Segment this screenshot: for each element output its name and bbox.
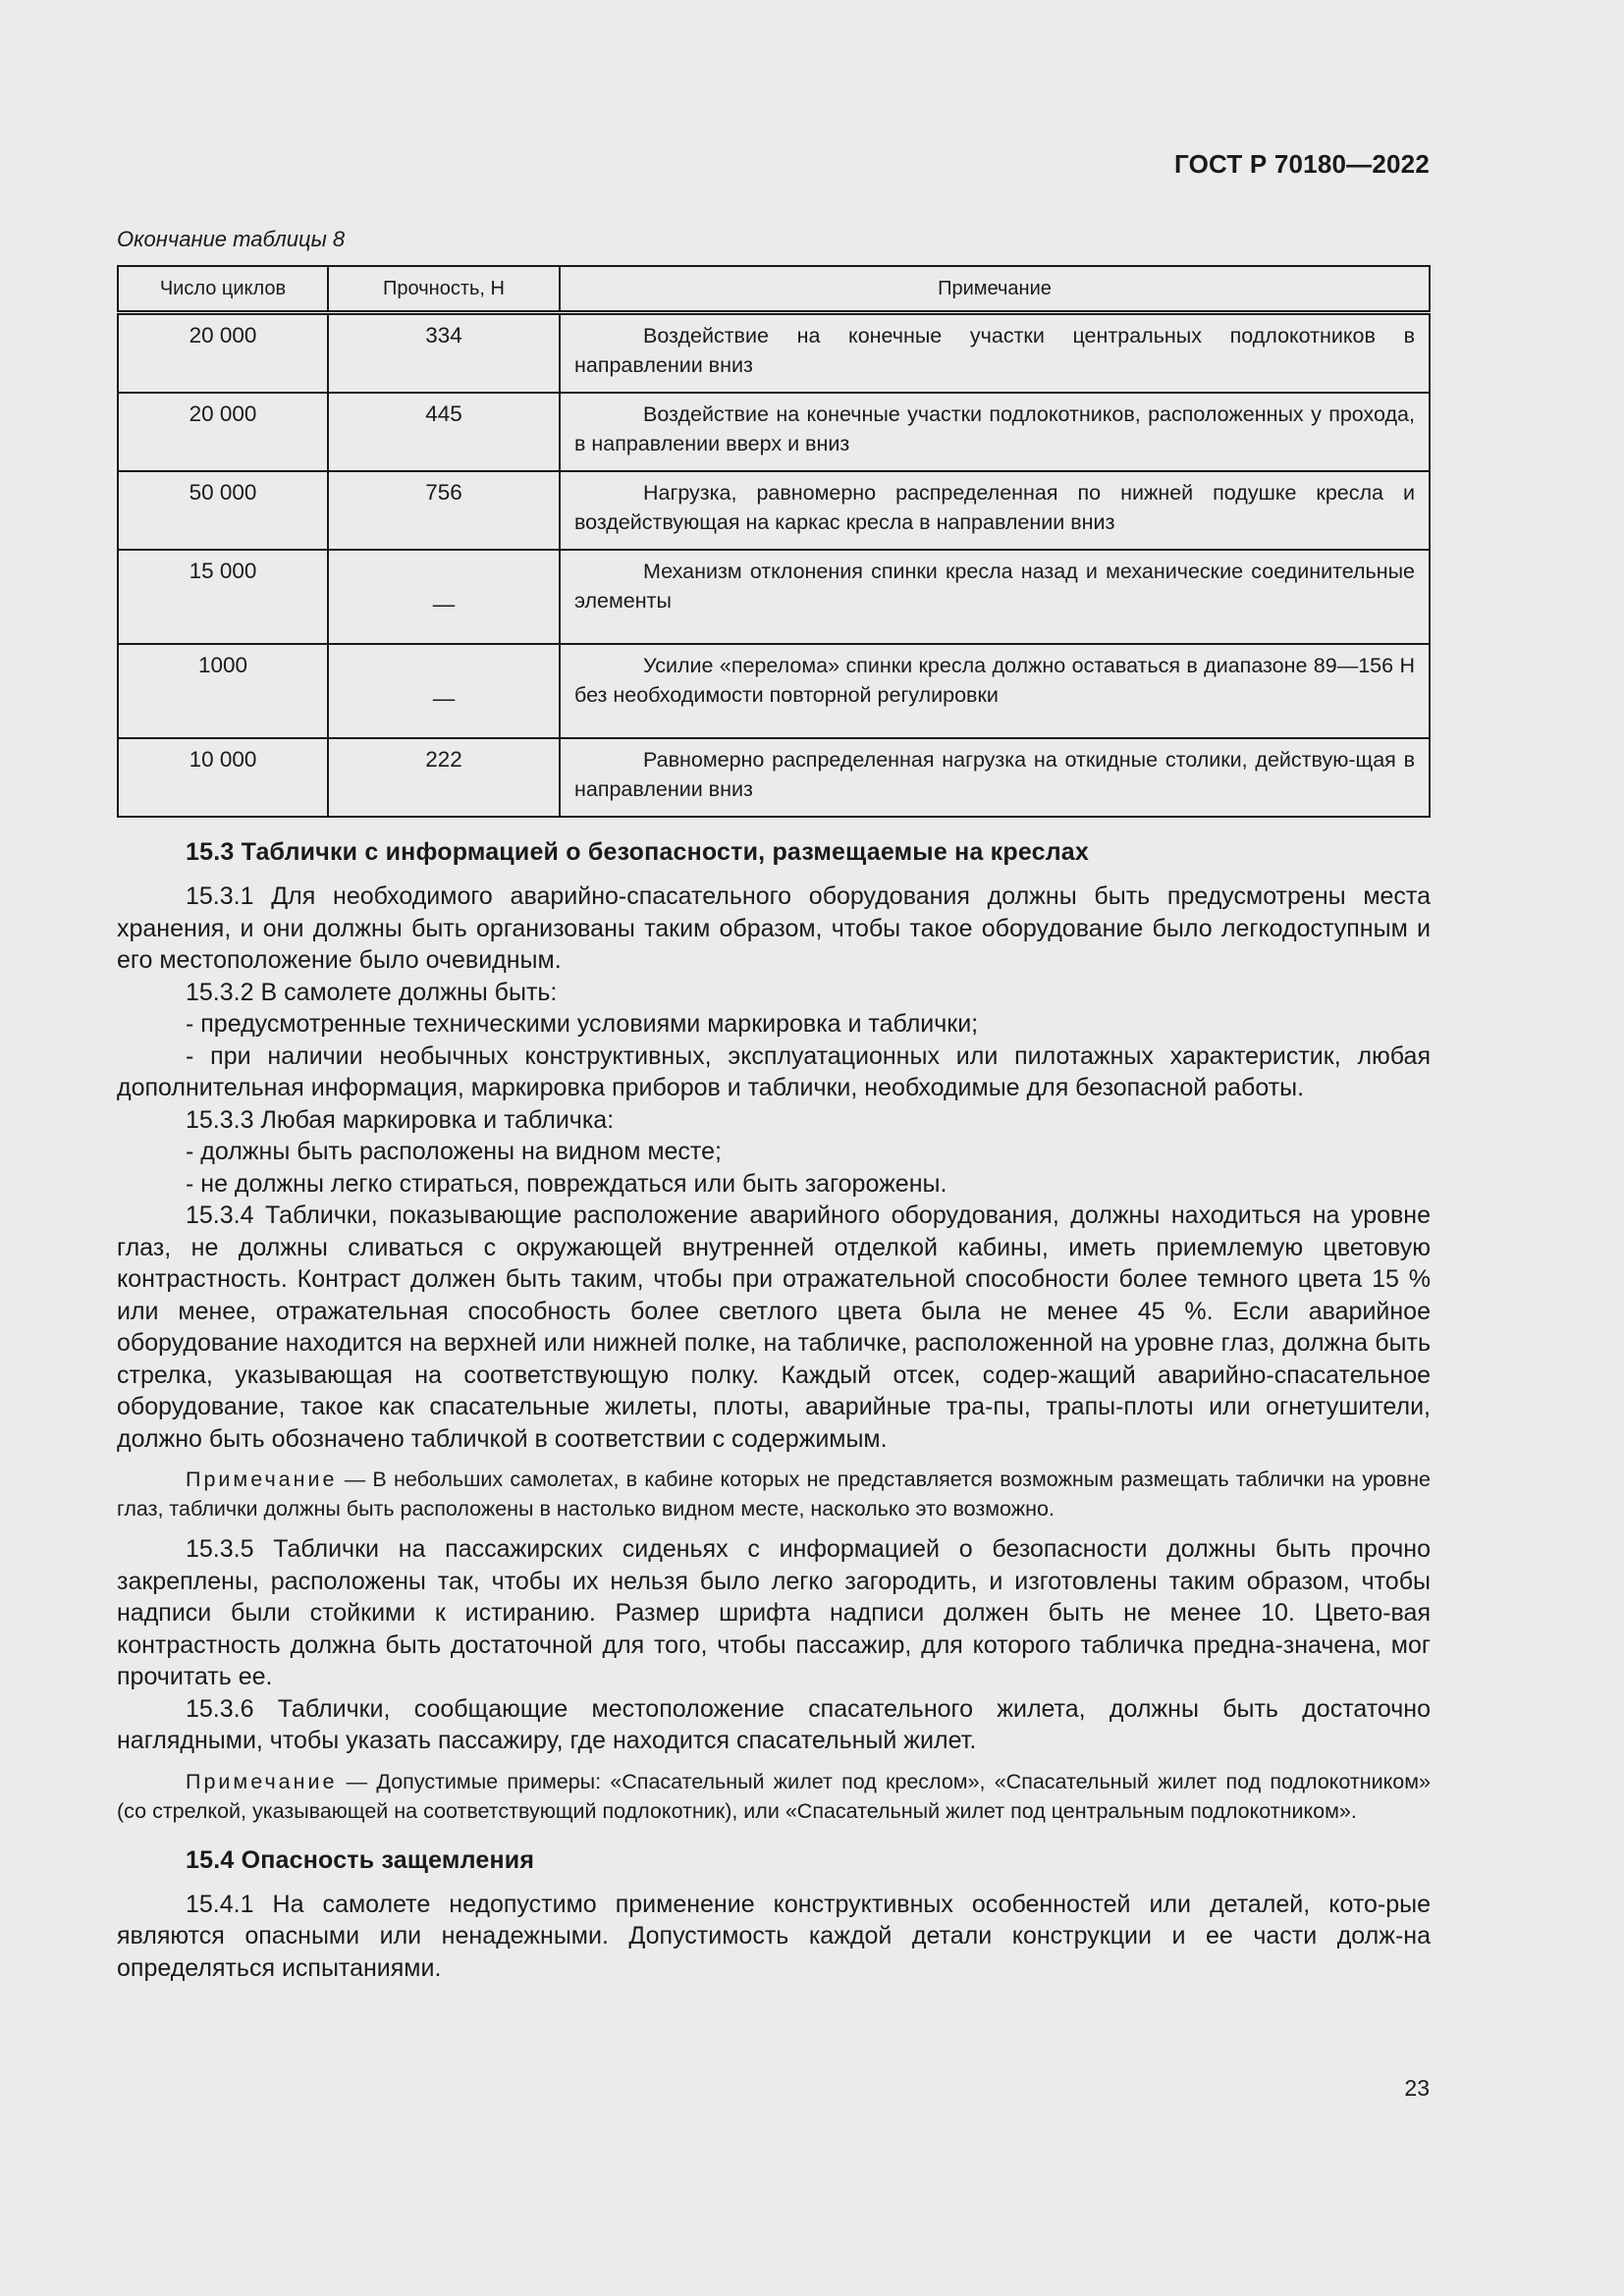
list-item: - не должны легко стираться, повреждаться или быть загорожены. xyxy=(186,1169,947,1198)
column-header-note: Примечание xyxy=(560,266,1430,313)
cell-strength: 445 xyxy=(328,393,560,471)
paragraph-15-3-1: 15.3.1 Для необходимого аварийно-спасательного оборудования должны быть предусмотрены места хранения, и они должны быть организованы таким образом, чтобы такое оборудование было легкодоступным и его местоположение было очевидным. xyxy=(117,882,1431,974)
note-text: — В небольших самолетах, в кабине которых не представляется возможным размещать таблички на уровне глаз, таблички должны быть расположены в настолько видном месте, насколько это возможно. xyxy=(117,1468,1431,1521)
cell-strength: — xyxy=(328,644,560,738)
cell-note: Воздействие на конечные участки центральных подлокотников в направлении вниз xyxy=(560,313,1430,394)
cell-cycles: 50 000 xyxy=(118,471,328,550)
note-block xyxy=(117,1465,1431,1523)
paragraph-15-3-5: 15.3.5 Таблички на пассажирских сиденьях с информацией о безопасности должны быть прочно закреплены, расположены так, чтобы их нельзя было легко загородить, и изготовлены таким образом, чтобы надписи были стойкими к истиранию. Размер шрифта надписи должен быть не менее 10. Цвето-вая контрастность должна быть достаточной для того, чтобы пассажир, для которого табличка предна-значена, мог прочитать ее. xyxy=(117,1535,1431,1690)
paragraph-15-4-1: 15.4.1 На самолете недопустимо применение конструктивных особенностей или деталей, кото-рые являются опасными или ненадежными. Допустимость каждой детали конструкции и ее части долж-на определяться испытаниями. xyxy=(117,1890,1431,1982)
list-item: - при наличии необычных конструктивных, эксплуатационных или пилотажных характеристик, любая дополнительная информация, маркировка приборов и таблички, необходимые для безопасной работы. xyxy=(117,1041,1431,1101)
document-header: ГОСТ Р 70180—2022 xyxy=(1174,149,1430,179)
cell-cycles: 20 000 xyxy=(118,393,328,471)
table-header-row xyxy=(118,266,1430,313)
cell-note: Нагрузка, равномерно распределенная по нижней подушке кресла и воздействующая на каркас кресла в направлении вниз xyxy=(560,471,1430,550)
cell-cycles: 10 000 xyxy=(118,738,328,817)
list-item: - предусмотренные техническими условиями маркировка и таблички; xyxy=(186,1010,979,1038)
note-block xyxy=(117,1767,1431,1826)
note-text: — Допустимые примеры: «Спасательный жилет под креслом», «Спасательный жилет под подлокотником» (со стрелкой, указывающей на соответствующий подлокотник), или «Спасательный жилет под центральным подлокотником». xyxy=(117,1769,1431,1823)
paragraph-15-3-3: 15.3.3 Любая маркировка и табличка: xyxy=(186,1105,615,1134)
cell-note: Механизм отклонения спинки кресла назад и механические соединительные элементы xyxy=(560,550,1430,644)
cell-cycles: 1000 xyxy=(118,644,328,738)
cell-cycles: 20 000 xyxy=(118,313,328,394)
note-label: Примечание xyxy=(186,1468,338,1491)
table-row xyxy=(118,738,1430,817)
cell-strength: 756 xyxy=(328,471,560,550)
paragraph-15-3-6: 15.3.6 Таблички, сообщающие местоположение спасательного жилета, должны быть достаточно наглядными, чтобы указать пассажиру, где находится спасательный жилет. xyxy=(117,1694,1431,1754)
cell-note: Равномерно распределенная нагрузка на откидные столики, действую-щая в направлении вниз xyxy=(560,738,1430,817)
table-row xyxy=(118,313,1430,394)
cell-strength: 222 xyxy=(328,738,560,817)
table-row xyxy=(118,393,1430,471)
table-row xyxy=(118,644,1430,738)
cell-strength: 334 xyxy=(328,313,560,394)
section-title-15-4: 15.4 Опасность защемления xyxy=(186,1845,535,1874)
cell-note: Воздействие на конечные участки подлокотников, расположенных у прохода, в направлении вверх и вниз xyxy=(560,393,1430,471)
section-title-15-3: 15.3 Таблички с информацией о безопасности, размещаемые на креслах xyxy=(186,838,1090,866)
cell-cycles: 15 000 xyxy=(118,550,328,644)
column-header-cycles: Число циклов xyxy=(118,266,328,313)
table-caption: Окончание таблицы 8 xyxy=(117,227,346,251)
list-item: - должны быть расположены на видном месте; xyxy=(186,1138,722,1165)
column-header-strength: Прочность, Н xyxy=(328,266,560,313)
cell-strength: — xyxy=(328,550,560,644)
page-number: 23 xyxy=(1404,2075,1430,2101)
test-table xyxy=(117,265,1431,818)
paragraph-15-3-2: 15.3.2 В самолете должны быть: xyxy=(186,978,558,1006)
note-label: Примечание xyxy=(186,1769,338,1793)
page-content xyxy=(117,226,1431,1984)
table-row xyxy=(118,471,1430,550)
cell-note: Усилие «перелома» спинки кресла должно оставаться в диапазоне 89—156 Н без необходимости повторной регулировки xyxy=(560,644,1430,738)
paragraph-15-3-4: 15.3.4 Таблички, показывающие расположение аварийного оборудования, должны находиться на уровне глаз, не должны сливаться с окружающей внутренней отделкой кабины, иметь приемлемую цветовую контрастность. Контраст должен быть таким, чтобы при отражательной способности более темного цвета 15 % или менее, отражательная способность более светлого цвета была не менее 45 %. Если аварийное оборудование находится на верхней или нижней полке, на табличке, расположенной на уровне глаз, должна быть стрелка, указывающая на соответствующую полку. Каждый отсек, содер-жащий аварийно-спасательное оборудование, такое как спасательные жилеты, плоты, аварийные тра-пы, трапы-плоты или огнетушители, должно быть обозначено табличкой в соответствии с содержимым. xyxy=(117,1201,1431,1453)
table-row xyxy=(118,550,1430,644)
